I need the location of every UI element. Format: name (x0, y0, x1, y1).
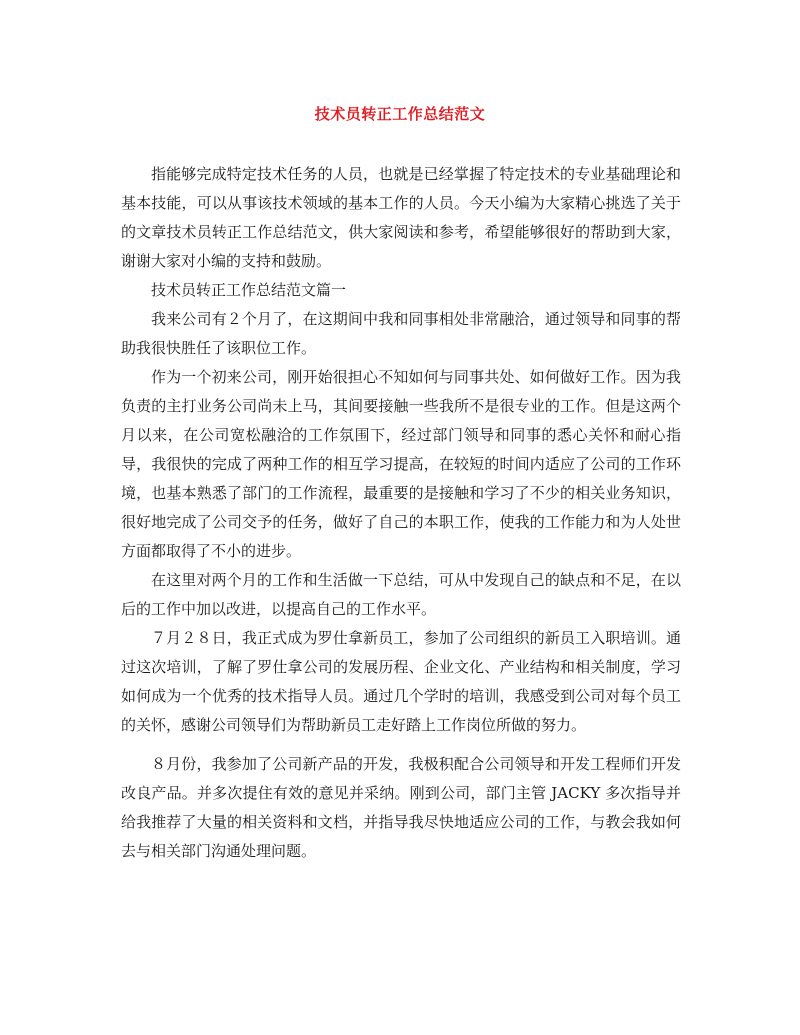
document-title: 技术员转正工作总结范文 (314, 105, 486, 123)
body-paragraph: 作为一个初来公司，刚开始很担心不知如何与同事共处、如何做好工作。因为我负责的主打业务公司尚未上马，其间要接触一些我所不是很专业的工作。但是这两个月以来，在公司宽松融洽的工作氛围下，经过部门领导和同事的悉心关怀和耐心指导，我很快的完成了两种工作的相互学习提高，在较短的时间内适应了公司的工作环境，也基本熟悉了部门的工作流程，最重要的是接触和学习了不少的相关业务知识，很好地完成了公司交予的任务，做好了自己的本职工作，使我的工作能力和为人处世方面都取得了不小的进步。 (121, 368, 681, 560)
body-paragraph: 我来公司有２个月了，在这期间中我和同事相处非常融洽，通过领导和同事的帮助我很快胜任了该职位工作。 (121, 310, 681, 357)
document-body (121, 160, 681, 866)
body-paragraph: ８月份，我参加了公司新产品的开发，我极积配合公司领导和开发工程师们开发改良产品。并多次提住有效的意见并采纳。刚到公司，部门主管 JACKY 多次指导并给我推荐了大量的相关资料和文档，并指导我尽快地适应公司的工作，与教会我如何去与相关部门沟通处理问题。 (121, 755, 681, 860)
body-paragraph: ７月２８日，我正式成为罗仕拿新员工，参加了公司组织的新员工入职培训。通过这次培训，了解了罗仕拿公司的发展历程、企业文化、产业结构和相关制度，学习如何成为一个优秀的技术指导人员。通过几个学时的培训，我感受到公司对每个员工的关怀，感谢公司领导们为帮助新员工走好踏上工作岗位所做的努力。 (121, 629, 681, 734)
body-paragraph: 在这里对两个月的工作和生活做一下总结，可从中发现自己的缺点和不足，在以后的工作中加以改进，以提高自己的工作水平。 (121, 571, 681, 618)
section-heading: 技术员转正工作总结范文篇一 (151, 281, 347, 299)
intro-paragraph: 指能够完成特定技术任务的人员，也就是已经掌握了特定技术的专业基础理论和基本技能，可以从事该技术领域的基本工作的人员。今天小编为大家精心挑选了关于的文章技术员转正工作总结范文，供大家阅读和参考，希望能够很好的帮助到大家，谢谢大家对小编的支持和鼓励。 (121, 165, 681, 270)
